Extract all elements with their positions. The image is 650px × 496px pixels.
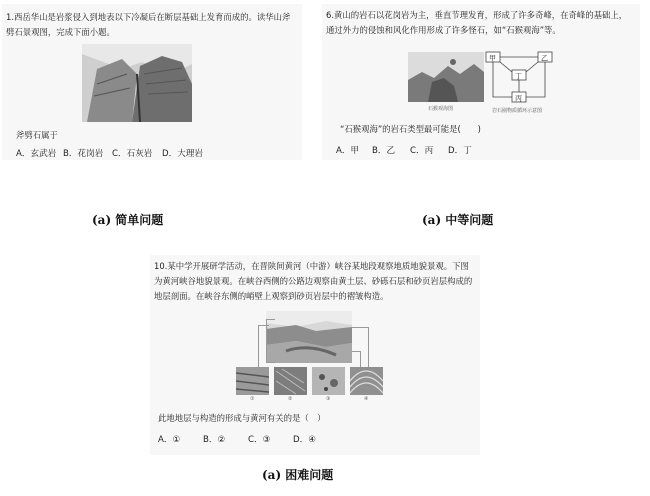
option-a: A．玄武岩 [16, 149, 57, 159]
gorge-photo [266, 311, 352, 363]
question-text: 10.某中学开展研学活动，在晋陕间黄河（中游）峡谷某地段观察地质地貌景观。下图为黄河峡谷地貌景观。在峡谷西侧的公路边观察由黄土层、砂砾石层和砂页岩层构成的地层剖面。在峡谷东侧的峭壁上观察到砂页岩层中的褶皱构造。 [154, 261, 473, 301]
options-row [336, 144, 472, 156]
question-text: 6.黄山的岩石以花岗岩为主，垂直节理发育，形成了许多奇峰，在奇峰的基础上，通过外力的侵蚀和风化作用形成了许多怪石，如“石猴观海”等。 [326, 10, 628, 35]
sub-question: “石猴观海”的岩石类型最可能是( ) [340, 124, 481, 134]
thumb-label-3: ③ [326, 396, 331, 402]
option-c: C．丙 [410, 146, 434, 156]
option-b: B．② [203, 435, 226, 445]
option-c: C．③ [248, 435, 271, 445]
sub-question: 此地地层与构造的形成与黄河有关的是（ ） [158, 413, 326, 423]
thumb-label-4: ④ [364, 396, 369, 402]
thumbnail-1 [236, 367, 269, 395]
option-d: D．④ [293, 435, 316, 445]
thumb-label-1: ① [250, 396, 255, 402]
option-d: D．大理岩 [162, 149, 203, 159]
node-ding: 丁 [515, 72, 522, 81]
question-panel-easy [2, 4, 302, 160]
node-yi: 乙 [541, 54, 548, 63]
question-text: 1.西岳华山是岩浆侵入到地表以下冷凝后在断层基础上发育而成的。读华山斧劈石景观图，完成下面小题。 [6, 12, 291, 37]
options-row [158, 433, 316, 445]
sub-question: 斧劈石属于 [16, 130, 58, 140]
diagram-label: 岩石圈物质循环示意图 [492, 108, 543, 114]
thumbnail-4 [350, 367, 383, 395]
thumb-label-2: ② [288, 396, 293, 402]
options-row [16, 147, 203, 159]
thumbnail-3 [312, 367, 345, 395]
option-d: D．丁 [448, 146, 472, 156]
caption-hard: (a) 困难问题 [262, 468, 334, 482]
caption-easy: (a) 简单问题 [92, 213, 164, 227]
stone-monkey-photo [408, 52, 484, 102]
thumbnail-2 [274, 367, 307, 395]
question-panel-medium [322, 4, 640, 160]
rock-cycle-diagram [484, 50, 554, 106]
node-jia: 甲 [489, 54, 496, 63]
rock-photo [82, 44, 192, 122]
option-a: A．① [158, 435, 181, 445]
caption-medium: (a) 中等问题 [422, 213, 494, 227]
option-a: A．甲 [336, 146, 360, 156]
option-b: B．乙 [372, 146, 396, 156]
question-panel-hard [150, 255, 480, 455]
option-c: C．石灰岩 [112, 149, 153, 159]
option-b: B．花岗岩 [63, 149, 104, 159]
node-bing: 丙 [515, 94, 522, 103]
photo-label: 石猴观海图 [428, 106, 454, 112]
